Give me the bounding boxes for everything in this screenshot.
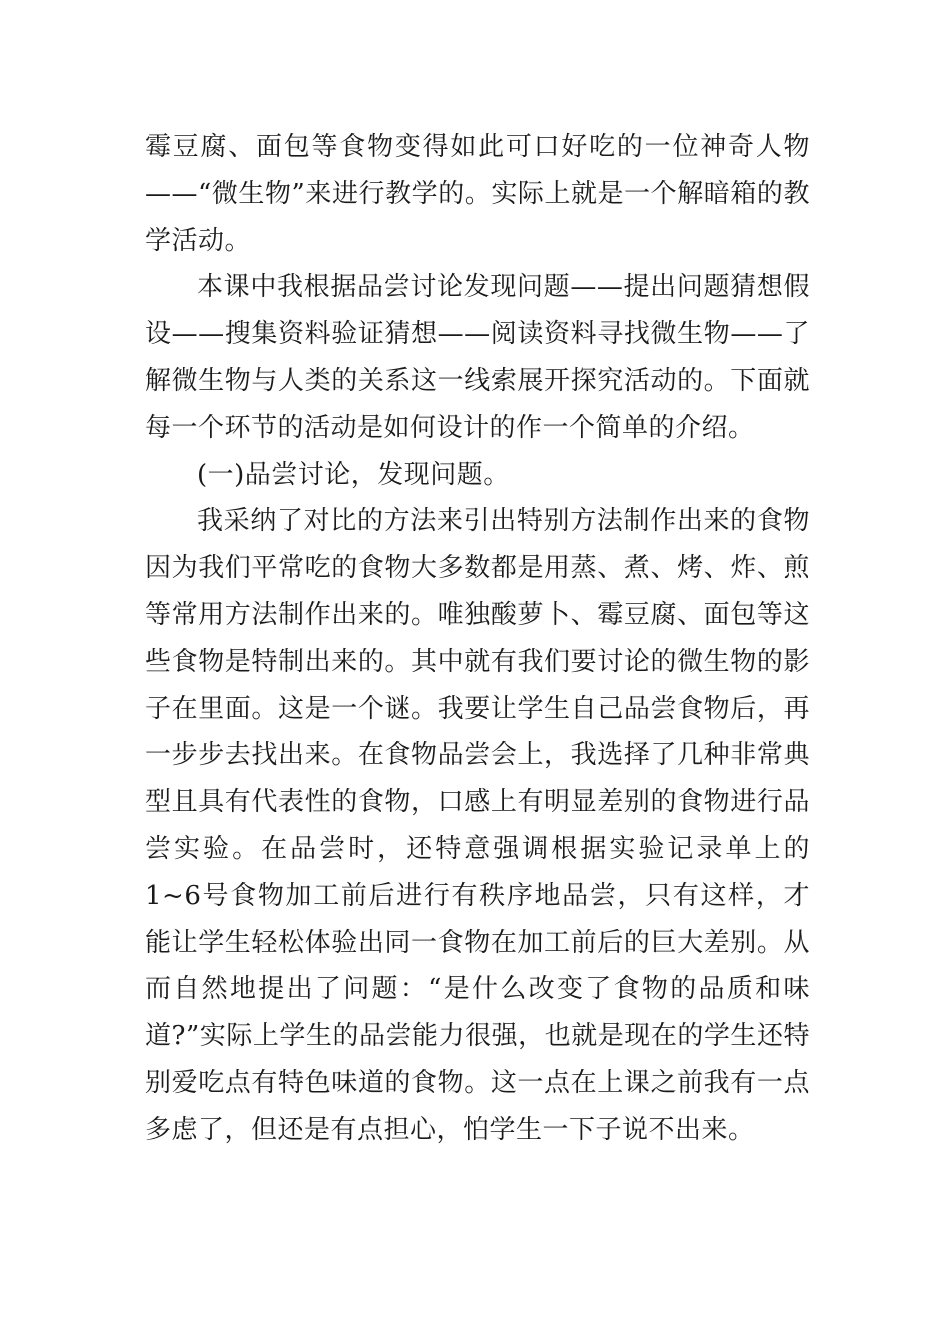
paragraph: 我采纳了对比的方法来引出特别方法制作出来的食物因为我们平常吃的食物大多数都是用蒸、煮、烤、炸、煎等常用方法制作出来的。唯独酸萝卜、霉豆腐、面包等这些食物是特制出来的。其中就有我们要讨论的微生物的影子在里面。这是一个谜。我要让学生自己品尝食物后，再一步步去找出来。在食物品尝会上，我选择了几种非常典型且具有代表性的食物，口感上有明显差别的食物进行品尝实验。在品尝时，还特意强调根据实验记录单上的1~6号食物加工前后进行有秩序地品尝，只有这样，才能让学生轻松体验出同一食物在加工前后的巨大差别。从而自然地提出了问题：“是什么改变了食物的品质和味道?”实际上学生的品尝能力很强，也就是现在的学生还特别爱吃点有特色味道的食物。这一点在上课之前我有一点多虑了，但还是有点担心，怕学生一下子说不出来。 [145, 506, 810, 1145]
paragraph: 霉豆腐、面包等食物变得如此可口好吃的一位神奇人物——“微生物”来进行教学的。实际上就是一个解暗箱的教学活动。 [145, 132, 810, 256]
paragraph: 本课中我根据品尝讨论发现问题——提出问题猜想假设——搜集资料验证猜想——阅读资料寻找微生物——了解微生物与人类的关系这一线索展开探究活动的。下面就每一个环节的活动是如何设计的作一个简单的介绍。 [145, 272, 810, 443]
document-body [145, 124, 810, 1154]
section-heading: (一)品尝讨论，发现问题。 [197, 459, 510, 490]
